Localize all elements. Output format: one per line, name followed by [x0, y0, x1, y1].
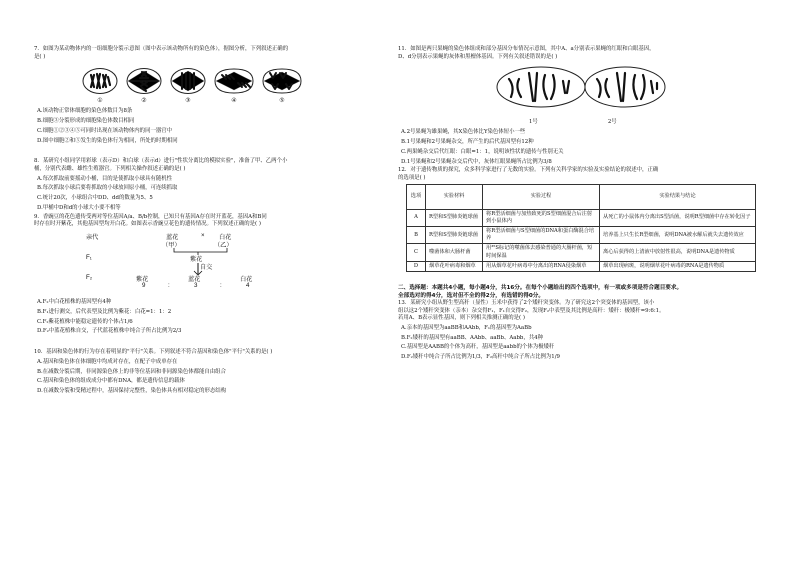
- row-process: 用从烟草花叶病毒中分离出的RNA侵染烟草: [483, 261, 600, 271]
- cross-f2-c: 白花: [240, 275, 253, 283]
- cell-label-3: ③: [185, 97, 191, 105]
- right-column: [398, 46, 766, 363]
- cross-p2-tag: （乙）: [214, 241, 233, 249]
- cross-f2-label: F₂: [86, 273, 93, 281]
- cell-figure-4: [214, 67, 254, 105]
- q9-stem: 9．香豌豆的花色遗传受两对等位基因A/a、B/b控制，已知只有基因A存在时开蓝花，基因A和B同 时存在时开紫花，其他基因型均开白花。如图表示香豌豆花色的遗传情况。下列叙述正确的是( ): [34, 213, 267, 228]
- q10-option-a[interactable]: A.基因和染色体在体细胞中均成对存在，在配子中成单存在: [37, 358, 178, 365]
- q11-option-b[interactable]: B.1号果蝇和2号果蝇杂交，所产生的后代基因型有12种: [401, 138, 534, 145]
- cross-ratio-b: 3: [194, 281, 198, 289]
- table-row[interactable]: [407, 226, 756, 243]
- q11-option-c[interactable]: C.两果蝇杂交后代红眼：白眼=1：1，说明该性状的遗传与性别无关: [401, 148, 564, 155]
- q13-option-d[interactable]: D.F₂矮秆中纯合子所占比例为1/3，F₂高秆中纯合子所占比例为1/9: [401, 354, 560, 361]
- left-column: [34, 46, 382, 397]
- q10-option-b[interactable]: B.在减数分裂后期，非同源染色体上的非等位基因和非同源染色体都能自由组合: [37, 368, 226, 375]
- experiment-table: [406, 184, 756, 272]
- row-process: 将R型活细菌与加热致死的S型细菌混合后注射到小鼠体内: [483, 209, 600, 226]
- q11-option-d[interactable]: D.1号果蝇和2号果蝇杂交后代中，灰体红眼果蝇所占比例为3/8: [401, 158, 552, 165]
- cross-ratio-a: 9: [142, 281, 146, 289]
- cell-figure-2: [126, 67, 162, 105]
- row-conclusion: 烟草出现病斑，说明烟草花叶病毒的RNA是遗传物质: [600, 261, 756, 271]
- q11-stem: 11．如图是两只果蝇的染色体组成和部分基因分布情况示意图，其中A、a分别表示果蝇的红眼和白眼基因， D、d分别表示果蝇的灰体和黑檀体基因。下列有关叙述错误的是( ): [398, 46, 655, 60]
- cross-f1-label: F₁: [86, 253, 92, 261]
- cell-label-5: ⑤: [279, 97, 285, 105]
- header-option: 选项: [407, 184, 426, 209]
- question-13: [398, 300, 766, 363]
- cell-label-2: ②: [141, 97, 147, 105]
- table-row[interactable]: [407, 244, 756, 261]
- q8-option-a[interactable]: A.每次抓取前要摇动小桶，目的是使抓取小球具有随机性: [37, 175, 172, 182]
- section-2-header: 二、选择题：本题共4小题，每小题4分，共16分。在每个小题给出的四个选项中，有一项或多项是符合题目要求。 全部选对的得4分，选对但不全的得2分，有选错的得0分。: [398, 284, 683, 299]
- header-conclusion: 实验结果与结论: [600, 184, 756, 209]
- q10-option-c[interactable]: C.基因和染色体的组成成分中都有DNA，都是遗传信息的载体: [37, 378, 185, 385]
- q9-option-c[interactable]: C.F₂紫花植株中能稳定遗传的个体占1/6: [37, 318, 133, 325]
- q12-stem: 12．对于遗传物质的探究，众多科学家进行了无数的实验。下列有关科学家的实验及实验结论的叙述中，正确 的选项是( ): [398, 167, 659, 181]
- cell-figure-5: [262, 67, 302, 105]
- q7-stem: 7．如图为某动物体内的一组细胞分裂示意图（图中表示该动物所有的染色体），据图分析，下列叙述正确的 是( ): [34, 46, 289, 60]
- cross-p1: 蓝花: [166, 233, 179, 241]
- row-conclusion: 培养基上只生长R型细菌，说明DNA被水解后就失去遗传效应: [600, 226, 756, 243]
- q13-option-c[interactable]: C.基因型是AABB的个体为高秆，基因型是aabb的个体为极矮秆: [401, 344, 555, 351]
- row-material: 烟草花叶病毒和烟草: [426, 261, 483, 271]
- cross-p-label: 亲代: [86, 233, 99, 241]
- q13-stem: 13．某研究小组从野生型高秆（显性）玉米中获得了2个矮秆突变体。为了研究这2个突变体的基因型，该小 组以这2个矮秆突变体（亲本）杂交得F₁，F₁自交得F₂，发现F₂中表型及其比例是高秆：矮秆：极矮秆=9:6:1。 若用A、B表示显性基因，则下列相关推测正确的是( ): [398, 299, 665, 322]
- q7-option-c[interactable]: C.细胞①②③④⑤可同时出现在该动物体内的同一器官中: [37, 127, 173, 134]
- cell-division-figures: [82, 67, 382, 105]
- q8-option-d[interactable]: D.甲桶中D和d的小球大小要不相等: [37, 204, 121, 211]
- q7-option-b[interactable]: B.细胞③分裂形成的细胞染色体数目相同: [37, 117, 135, 124]
- q9-option-d[interactable]: D.F₂中蓝花植株自交，子代蓝花植株中纯合子所占比例为2/3: [37, 328, 182, 335]
- q9-option-a[interactable]: A.F₂中白花植株的基因型有4种: [37, 298, 112, 305]
- cell-figure-3: [170, 67, 206, 105]
- q11-option-a[interactable]: A.2号果蝇为雄果蝇，其X染色体比Y染色体短小一些: [401, 129, 526, 136]
- row-material: R型和S型肺炎链球菌: [426, 226, 483, 243]
- q8-option-c[interactable]: C.统计20次，小球组合中DD、dd的数量为5、5: [37, 195, 153, 202]
- question-7: [34, 46, 382, 146]
- q7-option-d[interactable]: D.图中细胞②和⑤发生的染色体行为相同，所处的时期相同: [37, 137, 178, 144]
- row-option: B: [407, 226, 426, 243]
- question-12: [398, 167, 766, 272]
- question-9: [34, 214, 382, 337]
- row-option: C: [407, 244, 426, 261]
- row-material: R型和S型肺炎链球菌: [426, 209, 483, 226]
- cross-p2: 白花: [219, 233, 232, 241]
- cross-sign: ×: [201, 231, 205, 239]
- row-material: 噬菌体和大肠杆菌: [426, 244, 483, 261]
- row-process: 将R型活细菌与S型细菌的DNA和蛋白酶混合培养: [483, 226, 600, 243]
- cell-figure-1: [82, 67, 118, 105]
- header-material: 实验材料: [426, 184, 483, 209]
- table-row[interactable]: [407, 209, 756, 226]
- row-option: A: [407, 209, 426, 226]
- cross-diagram: [74, 230, 304, 298]
- q10-option-d[interactable]: D.在减数分裂和受精过程中，基因保持完整性，染色体具有相对稳定的形态结构: [37, 388, 227, 395]
- q8-option-b[interactable]: B.每次抓取小球后要将抓取的小球放回原小桶，可连续抓取: [37, 185, 178, 192]
- row-conclusion: 从死亡的小鼠体内分离出S型活菌，说明R型细菌中存在转化因子: [600, 209, 756, 226]
- table-header-row: [407, 184, 756, 209]
- cell-label-4: ④: [231, 97, 237, 105]
- q13-option-a[interactable]: A.亲本的基因型为aaBB和AAbb，F₁的基因型为AaBb: [401, 324, 532, 331]
- fly-label-2: 2号: [607, 119, 617, 126]
- cross-p1-tag: （甲）: [162, 241, 181, 249]
- q7-option-a[interactable]: A.该动物正常体细胞的染色体数目为8条: [37, 108, 133, 115]
- q9-option-b[interactable]: B.F₁进行测交，后代表型及比例为紫花：白花=1：1：2: [37, 308, 172, 315]
- header-process: 实验过程: [483, 184, 600, 209]
- q13-option-b[interactable]: B.F₂矮秆的基因型有aaBB、AAbb、aaBb、Aabb，共4种: [401, 334, 543, 341]
- cross-f2-a: 紫花: [136, 275, 149, 283]
- cell-label-1: ①: [97, 97, 103, 105]
- cross-colon-2: :: [220, 281, 222, 289]
- fly-chromosome-figure: [493, 63, 766, 126]
- question-10: [34, 349, 382, 397]
- question-11: [398, 46, 766, 167]
- row-process: 用³⁵S标记的噬菌体去感染普通的大肠杆菌，短时间保温: [483, 244, 600, 261]
- q10-stem: 10．基因和染色体的行为存在着明显的"平行"关系。下列叙述不符合基因和染色体"平行"关系的是( ): [34, 349, 273, 356]
- cross-lines: [74, 230, 304, 298]
- cross-ratio-c: 4: [246, 281, 250, 289]
- row-conclusion: 离心后获得的上清液中放射性很高，说明DNA是遗传物质: [600, 244, 756, 261]
- table-row[interactable]: [407, 261, 756, 271]
- cross-f1: 紫花: [190, 255, 203, 263]
- row-option: D: [407, 261, 426, 271]
- cross-colon-1: :: [168, 281, 170, 289]
- cross-f2-b: 蓝花: [188, 275, 201, 283]
- question-8: [34, 158, 382, 213]
- fly-label-1: 1号: [529, 119, 538, 126]
- q8-stem: 8．某研究小组同学用彩球（表示D）和白球（表示d）进行"性状分离比的模拟实验"，准备了甲、乙两个小 桶，分别代表雌、雄性生殖器官。下列相关操作叙述正确的是( ): [34, 158, 288, 172]
- cross-selfing: 自交: [200, 263, 213, 271]
